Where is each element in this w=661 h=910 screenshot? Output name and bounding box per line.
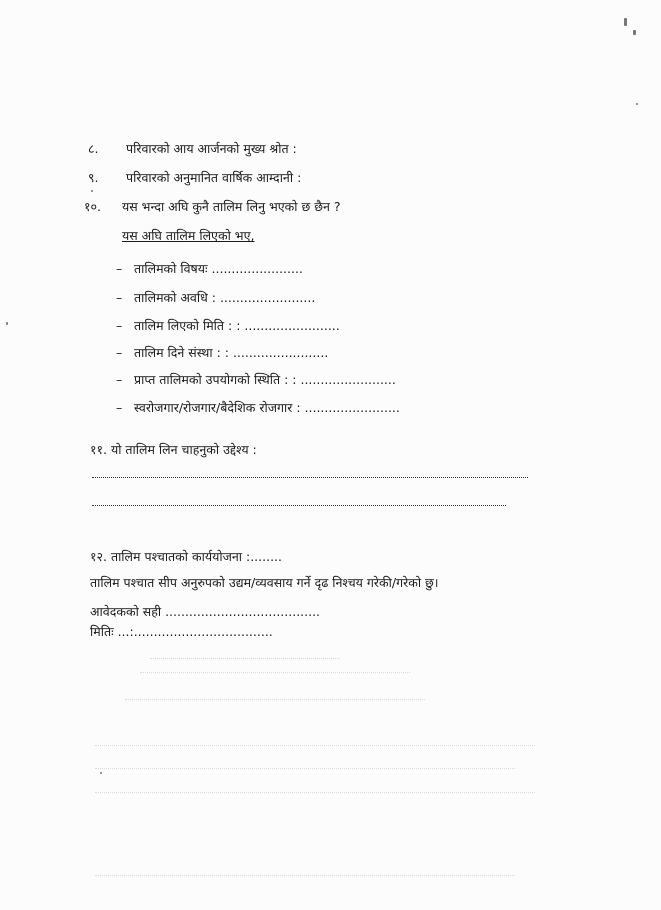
question-number: ८. [88,141,99,156]
bleed-through-line [95,875,515,876]
question-8 [88,141,297,157]
bleed-through-line [150,658,340,659]
prior-item-employment: – स्वरोजगार/रोजगार/बैदेशिक रोजगार : ........................ [116,400,400,415]
bleed-through-line [140,672,410,673]
prior-item-institution: – तालिम दिने संस्था : : ........................ [116,345,329,360]
prior-item-usage: – प्राप्त तालिमको उपयोगको स्थिति : : ........................ [116,372,396,387]
prior-training-heading: यस अघि तालिम लिएको भए, [122,228,255,243]
question-12: १२. तालिम पश्चातको कार्ययोजना :........ [90,549,282,564]
question-11: ११. यो तालिम लिन चाहनुको उद्देश्य : [90,442,257,457]
bleed-through-line [125,699,425,700]
question-9 [88,170,301,186]
question-number: ९. [88,170,99,185]
applicant-signature: आवेदकको सही ....................................... [90,604,321,619]
bleed-through-line [95,792,535,793]
prior-item-date: – तालिम लिएको मिति : : ........................ [116,318,340,333]
prior-item-subject: – तालिमको विषयः ....................... [116,261,303,276]
answer-line [92,505,506,506]
question-number: १०. [84,199,101,214]
question-text: यस भन्दा अघि कुनै तालिम लिनु भएको छ छैन ? [122,199,341,214]
prior-item-duration: – तालिमको अवधि : ........................ [116,290,316,305]
question-text: परिवारको आय आर्जनको मुख्य श्रोत : [126,141,297,156]
question-10 [84,199,341,215]
signature-date: मितिः ...:................................... [90,624,273,639]
answer-line [92,477,528,478]
question-text: परिवारको अनुमानित वार्षिक आम्दानी : [126,170,302,185]
bleed-through-line [95,745,535,746]
pledge-statement: तालिम पश्चात सीप अनुरुपको उद्यम/व्यवसाय गर्ने दृढ निश्चय गरेकी/गरेको छु। [90,575,439,590]
bleed-through-line [95,768,515,769]
